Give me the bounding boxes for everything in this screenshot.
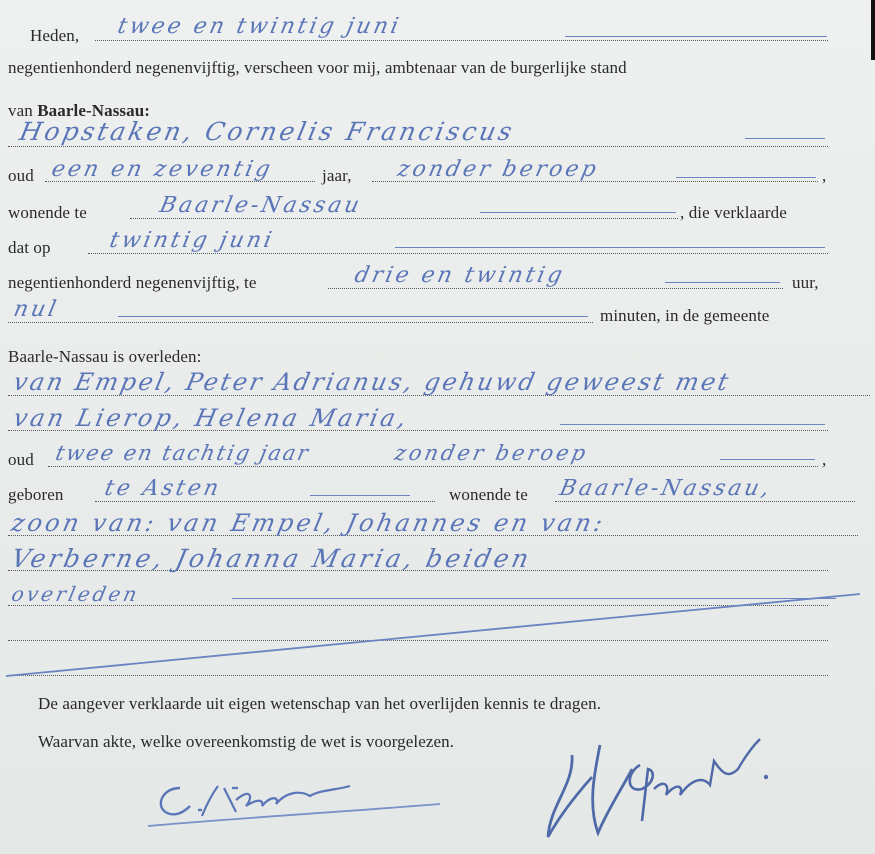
dotted-line [88, 253, 828, 254]
heden-label: Heden, [30, 26, 80, 45]
dotted-line [555, 501, 855, 502]
handwritten-parents-line2: Verberne, Johanna Maria, beiden [8, 544, 535, 573]
handwritten-declarant-name: Hopstaken, Cornelis Franciscus [16, 117, 518, 146]
jaar-label: jaar, [322, 166, 352, 185]
fill-stroke [720, 459, 815, 460]
dotted-line [8, 146, 828, 147]
oud-label-2: oud [8, 450, 34, 469]
fill-stroke [745, 138, 825, 139]
handwritten-deceased-age: twee en tachtig jaar [53, 441, 313, 465]
official-signature [540, 725, 780, 850]
geboren-label: geboren [8, 485, 64, 504]
handwritten-deceased-occupation: zonder beroep [392, 441, 591, 465]
te-line: negentienhonderd negenenvijftig, te [8, 273, 257, 292]
uur-label: uur, [792, 273, 819, 292]
handwritten-death-minutes: nul [11, 297, 62, 322]
dotted-line [328, 288, 783, 289]
handwritten-parents-line3: overleden [9, 582, 143, 606]
dotted-line [8, 322, 593, 323]
die-verklaarde-label: , die verklaarde [680, 203, 787, 222]
handwritten-declarant-residence: Baarle-Nassau [157, 193, 365, 218]
dotted-line [95, 501, 435, 502]
wonende-label: wonende te [8, 203, 87, 222]
declarant-signature [140, 770, 460, 840]
fill-stroke [560, 424, 825, 425]
van-label: van [8, 101, 33, 120]
handwritten-death-hour: drie en twintig [352, 263, 568, 288]
fill-stroke [480, 212, 676, 213]
wonende-te-label-2: wonende te [449, 485, 528, 504]
fill-stroke [676, 177, 816, 178]
handwritten-parents-line1: zoon van: van Empel, Johannes en van: [9, 509, 609, 537]
closing-sentence-2: Waarvan akte, welke overeenkomstig de wet is voorgelezen. [38, 732, 455, 751]
dotted-line [48, 466, 818, 467]
fill-stroke [565, 36, 827, 37]
page-edge [871, 0, 875, 60]
handwritten-deceased-line1: van Empel, Peter Adrianus, gehuwd geweest met [11, 368, 734, 396]
handwritten-death-date: twintig juni [107, 228, 277, 253]
fill-stroke [118, 316, 588, 317]
fill-stroke [310, 495, 410, 496]
handwritten-birthplace: te Asten [102, 476, 224, 501]
dat-op-label: dat op [8, 238, 51, 257]
year-line: negentienhonderd negenenvijftig, verscheen voor mij, ambtenaar van de burgerlijke stand [8, 58, 627, 77]
handwritten-declarant-occupation: zonder beroep [395, 157, 602, 182]
dotted-line [130, 218, 678, 219]
handwritten-declarant-age: een en zeventig [49, 157, 276, 182]
oud-label: oud [8, 166, 34, 185]
fill-stroke [665, 282, 780, 283]
handwritten-date: twee en twintig juni [115, 14, 404, 39]
minuten-label: minuten, in de gemeente [600, 306, 770, 325]
comma-2: , [822, 450, 827, 469]
handwritten-deceased-line2: van Lierop, Helena Maria, [11, 404, 412, 432]
handwritten-deceased-residence: Baarle-Nassau, [557, 476, 775, 501]
dotted-line [95, 40, 828, 41]
overleden-label: Baarle-Nassau is overleden: [8, 347, 202, 366]
fill-stroke [395, 247, 825, 248]
closing-sentence-1: De aangever verklaarde uit eigen wetenschap van het overlijden kennis te dragen. [38, 694, 602, 713]
municipality-name: Baarle-Nassau: [37, 101, 151, 120]
comma: , [822, 166, 827, 185]
cancel-stroke [0, 590, 875, 690]
